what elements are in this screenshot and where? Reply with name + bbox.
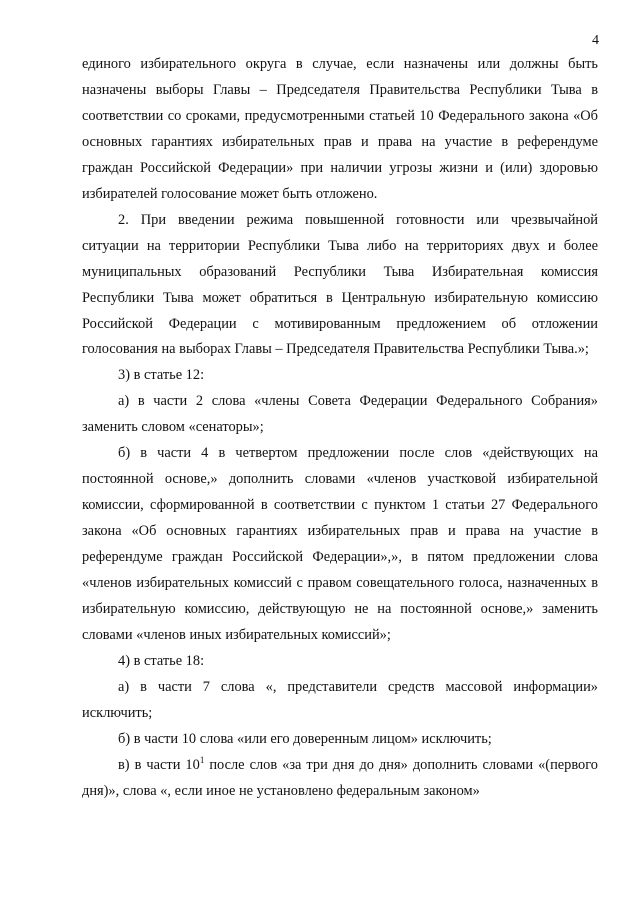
superscript-index: 1 (199, 754, 205, 765)
paragraph-article-18-v-rest: после слов «за три дня до дня» дополнить словами «(первого дня)», слова «, если иное не установлено федеральным законом» (82, 756, 598, 799)
paragraph-article-12-a: а) в части 2 слова «члены Совета Федерации Федерального Собрания» заменить словом «сенаторы»; (82, 393, 598, 436)
paragraph-item-2: 2. При введении режима повышенной готовности или чрезвычайной ситуации на территории Республики Тыва либо на территориях двух и более муниципальных образований Республики Тыва Избирательная комиссия Республики Тыва может обратиться в Центральную избирательную комиссию Российской Федерации с мотивированным предложением об отложении голосования на выборах Главы – Председателя Правительства Республики Тыва.»; (82, 211, 598, 358)
page-number: 4 (592, 33, 599, 48)
document-body (82, 52, 598, 805)
paragraph-article-18-v-start: в) в части 10 (118, 756, 200, 773)
paragraph-article-18-b: б) в части 10 слова «или его доверенным лицом» исключить; (118, 730, 492, 747)
paragraph-article-18-a: а) в части 7 слова «, представители средств массовой информации» исключить; (82, 678, 598, 721)
paragraph-continuation: единого избирательного округа в случае, если назначены или должны быть назначены выборы Главы – Председателя Правительства Республики Тыва в соответствии со сроками, предусмотренными статьей 10 Федерального закона «Об основных гарантиях избирательных прав и права на участие в референдуме граждан Российской Федерации» при наличии угрозы жизни и (или) здоровью избирателей голосование может быть отложено. (82, 56, 598, 202)
paragraph-article-18: 4) в статье 18: (118, 652, 205, 669)
paragraph-article-12-b: б) в части 4 в четвертом предложении после слов «действующих на постоянной основе,» дополнить словами «членов участковой избирательной комиссии, сформированной в соответствии с пунктом 1 статьи 27 Федерального закона «Об основных гарантиях избирательных прав и права на участие в референдуме граждан Российской Федерации»,», в пятом предложении слова «членов избирательных комиссий с правом совещательного голоса, назначенных в избирательную комиссию, действующую не на постоянной основе,» заменить словами «членов иных избирательных комиссий»; (82, 445, 598, 643)
paragraph-article-18-v (82, 753, 598, 805)
paragraph-article-12: 3) в статье 12: (118, 367, 205, 384)
